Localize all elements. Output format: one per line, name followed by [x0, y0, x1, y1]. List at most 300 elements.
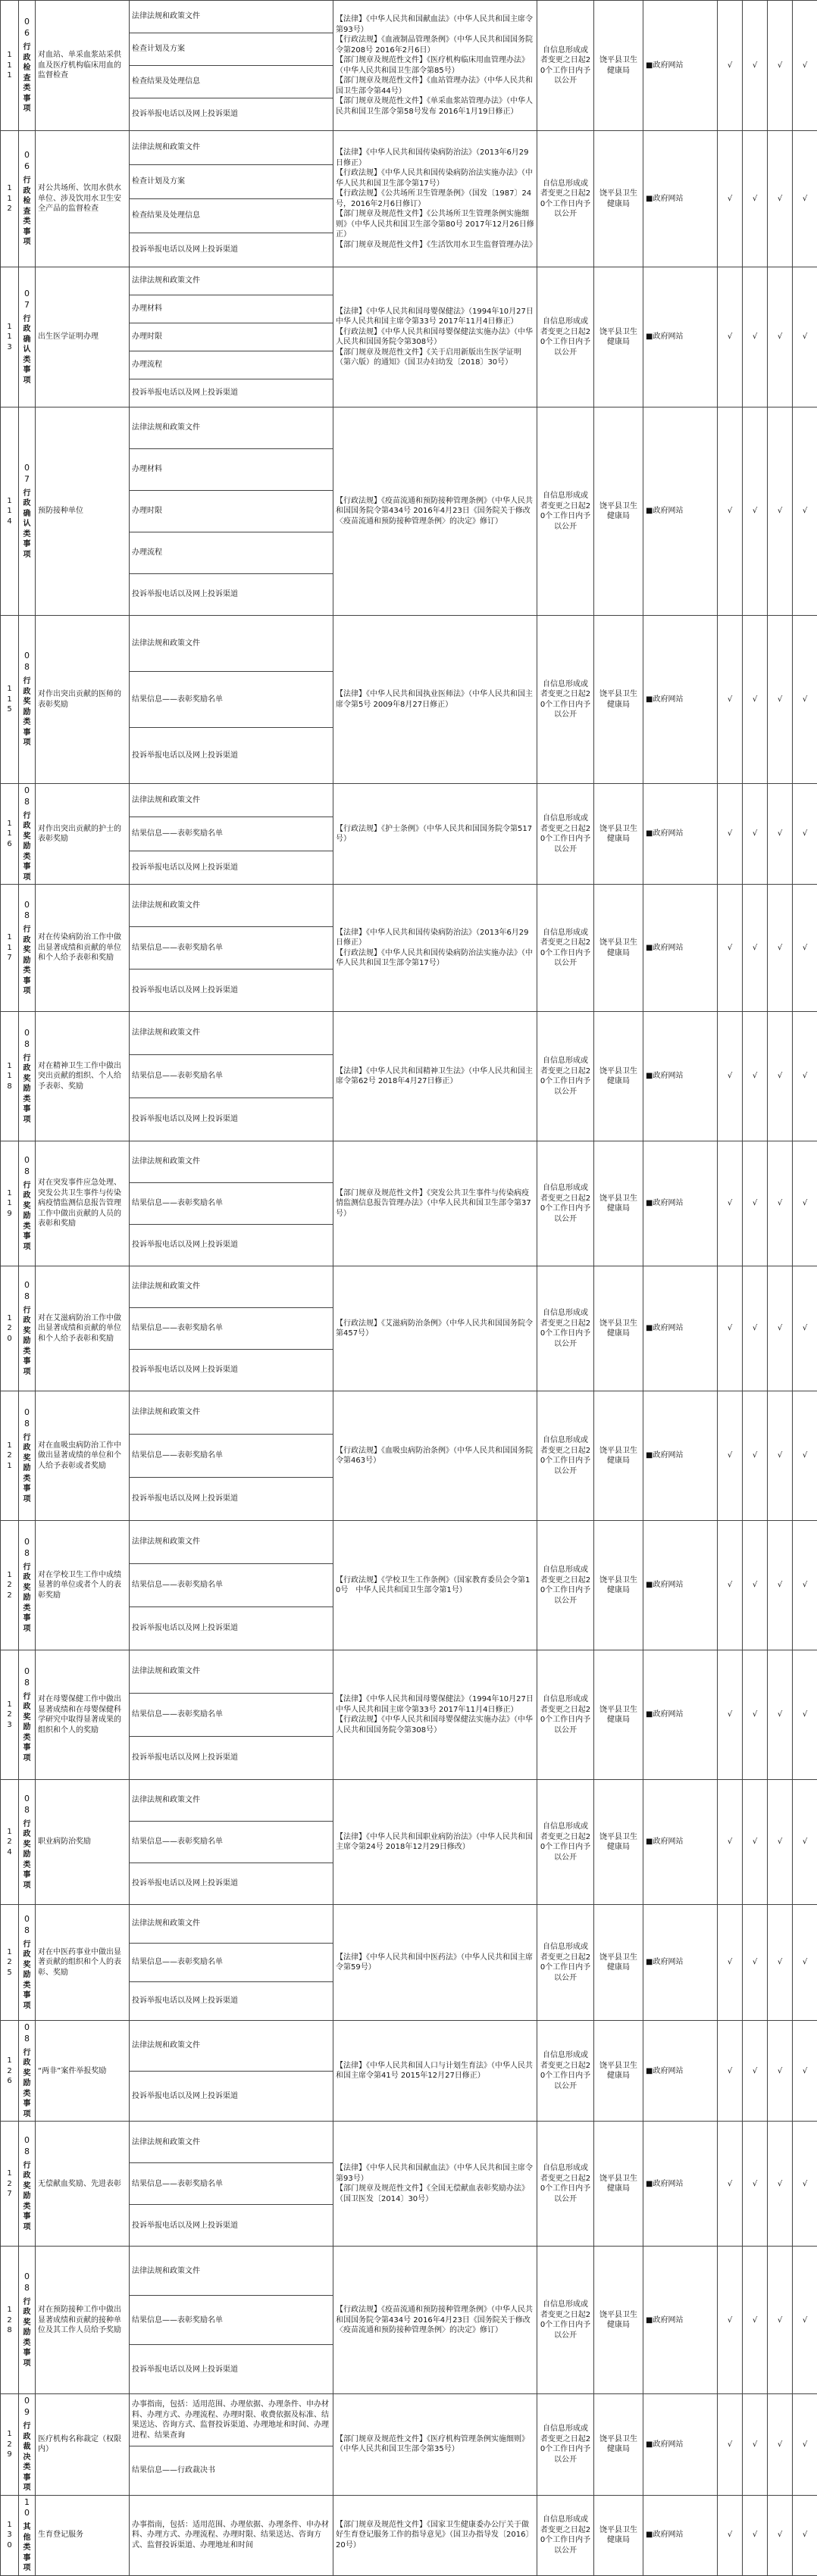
legal-basis-line: 【法律】《中华人民共和国母婴保健法》（1994年10月27日中华人民共和国主席令第33号 2017年11月4日修正） [336, 1694, 534, 1715]
category-char: 政 [21, 687, 33, 698]
category-char: 事 [21, 976, 33, 987]
legal-basis [333, 1780, 537, 1905]
row-number-digit: 1 [3, 1313, 16, 1324]
check-mark: √ [768, 2394, 793, 2495]
check-mark: √ [743, 1012, 768, 1141]
item-name: 对公共场所、饮用水供水单位、涉及饮用水卫生安全产品的监督检查 [36, 131, 130, 267]
row-number-digit: 1 [3, 2056, 16, 2066]
check-mark: √ [718, 2247, 743, 2394]
row-number [1, 407, 19, 616]
row-number-digit: 7 [3, 2189, 16, 2200]
row-number [1, 2021, 19, 2122]
legal-basis-line: 【部门规章及规范性文件】《突发公共卫生事件与传染病疫情监测信息报告管理办法》（中华人民共和国卫生部令第37号） [336, 1188, 534, 1219]
category-char: 行 [21, 489, 33, 499]
disclosure-time: 自信息形成或者变更之日起20个工作日内予以公开 [537, 1141, 594, 1266]
disclosure-channel: ■政府网站 [643, 131, 718, 267]
check-mark: √ [718, 1650, 743, 1780]
category-char: 类 [21, 1860, 33, 1871]
row-number-digit: 1 [3, 1827, 16, 1838]
category-code: 0 7 [21, 463, 33, 486]
category-char: 励 [21, 1211, 33, 1222]
category-char: 励 [21, 841, 33, 852]
row-number-digit: 2 [3, 1580, 16, 1591]
row-number-digit: 1 [3, 943, 16, 954]
row-number [1, 1391, 19, 1521]
category-char: 政 [21, 186, 33, 197]
category-cell [19, 2394, 36, 2495]
table-row [1, 1266, 817, 1308]
disclosure-channel: ■政府网站 [643, 616, 718, 784]
category-char: 行 [21, 1819, 33, 1830]
category-cell [19, 1650, 36, 1780]
row-number [1, 267, 19, 407]
category-char: 事 [21, 1870, 33, 1881]
check-mark: √ [768, 784, 793, 885]
responsible-department: 饶平县卫生健康局 [594, 2247, 643, 2394]
check-mark: √ [743, 1141, 768, 1266]
category-char: 类 [21, 2202, 33, 2212]
disclosure-time: 自信息形成或者变更之日起20个工作日内予以公开 [537, 2122, 594, 2247]
category-char: 检 [21, 196, 33, 207]
check-mark: √ [743, 131, 768, 267]
category-char: 项 [21, 2001, 33, 2012]
table-row [1, 784, 817, 817]
responsible-department: 饶平县卫生健康局 [594, 1266, 643, 1391]
category-char: 事 [21, 365, 33, 376]
category-cell [19, 1521, 36, 1650]
category-char: 政 [21, 498, 33, 509]
item-name: 对作出突出贡献的护士的表彰奖励 [36, 784, 130, 885]
category-code: 0 8 [21, 1537, 33, 1560]
responsible-department: 饶平县卫生健康局 [594, 1012, 643, 1141]
category-code: 0 8 [21, 2135, 33, 2158]
check-mark: √ [793, 784, 817, 885]
category-char: 励 [21, 956, 33, 966]
check-mark: √ [793, 1141, 817, 1266]
check-mark: √ [793, 2394, 817, 2495]
category-code: 0 8 [21, 785, 33, 808]
category-code: 0 8 [21, 1155, 33, 1178]
check-mark: √ [793, 1650, 817, 1780]
row-number-digit: 0 [3, 1334, 16, 1344]
legal-basis-line: 【部门规章及规范性文件】《国家卫生健康委办公厅关于做好生育登记服务工作的指导意见》（国卫办指导发〔2016〕20号） [336, 2520, 534, 2551]
disclosure-content: 法律法规和政策文件 [130, 2122, 333, 2163]
check-mark: √ [793, 2021, 817, 2122]
category-char: 政 [21, 53, 33, 64]
category-char: 项 [21, 1367, 33, 1378]
disclosure-content: 法律法规和政策文件 [130, 267, 333, 295]
disclosure-time: 自信息形成或者变更之日起20个工作日内予以公开 [537, 1391, 594, 1521]
category-char: 政 [21, 1063, 33, 1074]
responsible-department: 饶平县卫生健康局 [594, 1141, 643, 1266]
category-char: 励 [21, 1970, 33, 1981]
disclosure-content: 投诉举报电话以及网上投诉渠道 [130, 970, 333, 1012]
category-char: 奖 [21, 1453, 33, 1464]
row-number-digit: 1 [3, 50, 16, 61]
row-number-digit: 5 [3, 1968, 16, 1978]
category-char: 事 [21, 1484, 33, 1494]
disclosure-content: 办理材料 [130, 295, 333, 323]
disclosure-content: 办事指南，包括：适用范围、办理依据、办理条件、申办材料、办理方式、办理流程、办理时限、结果送达、咨询方式、监督投诉渠道、办理地址和时间 [130, 2495, 333, 2575]
check-mark: √ [768, 1012, 793, 1141]
row-number-digit: 1 [3, 70, 16, 81]
category-code: 0 8 [21, 1407, 33, 1430]
row-number-digit: 1 [3, 829, 16, 839]
disclosure-content: 法律法规和政策文件 [130, 1266, 333, 1308]
category-char: 项 [21, 2483, 33, 2493]
item-name: 对在精神卫生工作中做出突出贡献的组织、个人给予表彰、奖励 [36, 1012, 130, 1141]
category-code: 0 8 [21, 2272, 33, 2294]
check-mark: √ [793, 267, 817, 407]
responsible-department: 饶平县卫生健康局 [594, 885, 643, 1012]
disclosure-content: 检查计划及方案 [130, 165, 333, 199]
category-char: 事 [21, 2212, 33, 2222]
responsible-department: 饶平县卫生健康局 [594, 1, 643, 131]
check-mark: √ [743, 267, 768, 407]
row-number [1, 2247, 19, 2394]
check-mark: √ [768, 407, 793, 616]
legal-basis [333, 1141, 537, 1266]
legal-basis [333, 616, 537, 784]
legal-basis [333, 131, 537, 267]
row-number-digit: 4 [3, 1847, 16, 1858]
check-mark: √ [718, 131, 743, 267]
row-number-digit: 1 [3, 183, 16, 194]
disclosure-time: 自信息形成或者变更之日起20个工作日内予以公开 [537, 885, 594, 1012]
category-code: 0 9 [21, 2396, 33, 2418]
row-number-digit: 0 [3, 2540, 16, 2551]
category-char: 事 [21, 1613, 33, 1624]
table-row [1, 2394, 817, 2446]
category-char: 励 [21, 1593, 33, 1603]
disclosure-content: 办理材料 [130, 449, 333, 491]
table-row [1, 131, 817, 165]
item-name: 生育登记服务 [36, 2495, 130, 2575]
disclosure-content: 投诉举报电话以及网上投诉渠道 [130, 1863, 333, 1905]
row-number-digit: 1 [3, 506, 16, 517]
row-number-digit: 2 [3, 2179, 16, 2190]
disclosure-channel: ■政府网站 [643, 1521, 718, 1650]
disclosure-content: 结果信息——表彰奖励名单 [130, 1564, 333, 1607]
check-mark: √ [718, 2021, 743, 2122]
legal-basis [333, 2247, 537, 2394]
item-name: “两非”案件举报奖励 [36, 2021, 130, 2122]
category-char: 政 [21, 1443, 33, 1453]
legal-basis-line: 【行政法规】《中华人民共和国传染病防治法实施办法》（中华人民共和国卫生部令第17号） [336, 948, 534, 969]
check-mark: √ [793, 616, 817, 784]
category-char: 项 [21, 1115, 33, 1126]
category-char: 类 [21, 966, 33, 976]
legal-basis-line: 【法律】《中华人民共和国母婴保健法》（1994年10月27日中华人民共和国主席令第33号 2017年11月4日修正） [336, 307, 534, 327]
disclosure-time: 自信息形成或者变更之日起20个工作日内予以公开 [537, 1266, 594, 1391]
table-row [1, 1905, 817, 1944]
row-number-digit: 1 [3, 1071, 16, 1082]
disclosure-channel: ■政府网站 [643, 1650, 718, 1780]
row-number-digit: 8 [3, 2325, 16, 2336]
category-char: 项 [21, 1881, 33, 1891]
category-char: 政 [21, 2307, 33, 2318]
item-name: 医疗机构名称裁定（权限内） [36, 2394, 130, 2495]
category-char: 行 [21, 2048, 33, 2059]
disclosure-content: 投诉举报电话以及网上投诉渠道 [130, 1607, 333, 1650]
row-number-digit: 8 [3, 1082, 16, 1092]
category-char: 行 [21, 1054, 33, 1064]
category-cell [19, 1, 36, 131]
legal-basis-line: 【行政法规】《疫苗流通和预防接种管理条例》（中华人民共和国国务院令第434号 2016年4月23日《国务院关于修改〈疫苗流通和预防接种管理条例〉的决定》修订） [336, 496, 534, 527]
check-mark: √ [768, 2247, 793, 2394]
category-cell [19, 267, 36, 407]
category-char: 项 [21, 738, 33, 748]
category-char: 政 [21, 2432, 33, 2443]
legal-basis-line: 【行政法规】《中华人民共和国传染病防治法实施办法》（中华人民共和国卫生部令第17号） [336, 168, 534, 189]
item-name: 职业病防治奖励 [36, 1780, 130, 1905]
row-number-digit: 5 [3, 704, 16, 715]
disclosure-content: 投诉举报电话以及网上投诉渠道 [130, 851, 333, 884]
check-mark: √ [743, 2122, 768, 2247]
category-char: 项 [21, 2359, 33, 2369]
category-char: 类 [21, 83, 33, 94]
row-number-digit: 6 [3, 839, 16, 850]
category-char: 项 [21, 376, 33, 386]
row-number-digit: 2 [3, 1957, 16, 1968]
table-row [1, 2247, 817, 2296]
item-name: 对在预防接种工作中做出显著成绩和贡献的接种单位及其工作人员给予奖励 [36, 2247, 130, 2394]
disclosure-content: 结果信息——表彰奖励名单 [130, 2163, 333, 2205]
legal-basis [333, 2394, 537, 2495]
row-number-digit: 1 [3, 684, 16, 695]
row-number-digit: 3 [3, 1720, 16, 1731]
disclosure-content: 投诉举报电话以及网上投诉渠道 [130, 1225, 333, 1266]
disclosure-time: 自信息形成或者变更之日起20个工作日内予以公开 [537, 1, 594, 131]
category-char: 行 [21, 176, 33, 186]
table-row [1, 1141, 817, 1183]
category-char: 认 [21, 519, 33, 529]
disclosure-content: 投诉举报电话以及网上投诉渠道 [130, 728, 333, 784]
category-char: 励 [21, 1336, 33, 1347]
category-char: 确 [21, 335, 33, 345]
category-char: 政 [21, 1572, 33, 1583]
category-char: 行 [21, 314, 33, 325]
disclosure-channel: ■政府网站 [643, 1391, 718, 1521]
category-cell [19, 1391, 36, 1521]
category-cell [19, 1266, 36, 1391]
category-char: 决 [21, 2453, 33, 2463]
legal-basis-line: 【行政法规】《护士条例》（中华人民共和国国务院令第517号） [336, 824, 534, 845]
disclosure-content: 法律法规和政策文件 [130, 1650, 333, 1694]
category-char: 奖 [21, 1201, 33, 1212]
row-number-digit: 1 [3, 194, 16, 205]
disclosure-time: 自信息形成或者变更之日起20个工作日内予以公开 [537, 1012, 594, 1141]
check-mark: √ [768, 616, 793, 784]
category-char: 类 [21, 355, 33, 366]
row-number-digit: 1 [3, 322, 16, 333]
row-number-digit: 1 [3, 1570, 16, 1581]
category-char: 励 [21, 1722, 33, 1733]
category-code: 0 6 [21, 17, 33, 39]
category-char: 行 [21, 811, 33, 822]
category-char: 励 [21, 2078, 33, 2089]
category-char: 事 [21, 2348, 33, 2359]
category-char: 项 [21, 2109, 33, 2120]
legal-basis [333, 267, 537, 407]
check-mark: √ [768, 267, 793, 407]
responsible-department: 饶平县卫生健康局 [594, 2495, 643, 2575]
row-number-digit: 1 [3, 932, 16, 943]
check-mark: √ [793, 1266, 817, 1391]
row-number [1, 131, 19, 267]
category-char: 励 [21, 1084, 33, 1094]
disclosure-content: 投诉举报电话以及网上投诉渠道 [130, 1478, 333, 1521]
category-code: 0 6 [21, 150, 33, 173]
disclosure-content: 法律法规和政策文件 [130, 2247, 333, 2296]
check-mark: √ [793, 2122, 817, 2247]
check-mark: √ [793, 1521, 817, 1650]
category-char: 奖 [21, 2181, 33, 2192]
disclosure-content: 法律法规和政策文件 [130, 1, 333, 33]
category-char: 事 [21, 728, 33, 738]
legal-basis-line: 【法律】《中华人民共和国精神卫生法》（中华人民共和国主席令第62号 2018年4月27日修正） [336, 1066, 534, 1087]
disclosure-content: 结果信息——表彰奖励名单 [130, 1944, 333, 1982]
item-name: 对在母婴保健工作中做出显著成绩和在母婴保健科学研究中取得显著成果的组织和个人的奖励 [36, 1650, 130, 1780]
category-char: 奖 [21, 1583, 33, 1594]
disclosure-content: 投诉举报电话以及网上投诉渠道 [130, 574, 333, 616]
disclosure-content: 投诉举报电话以及网上投诉渠道 [130, 1737, 333, 1780]
disclosure-channel: ■政府网站 [643, 2122, 718, 2247]
disclosure-content: 检查结果及处理信息 [130, 66, 333, 98]
legal-basis-line: 【行政法规】《中华人民共和国母婴保健法实施办法》（中华人民共和国国务院令第308号） [336, 1715, 534, 1735]
check-mark: √ [718, 616, 743, 784]
responsible-department: 饶平县卫生健康局 [594, 1905, 643, 2021]
category-char: 事 [21, 1232, 33, 1242]
disclosure-content: 投诉举报电话以及网上投诉渠道 [130, 98, 333, 131]
disclosure-time: 自信息形成或者变更之日起20个工作日内予以公开 [537, 2247, 594, 2394]
table-row [1, 1, 817, 33]
category-char: 查 [21, 207, 33, 217]
legal-basis-line: 【法律】《中华人民共和国人口与计划生育法》（中华人民共和国主席令第41号 2015年12月27日修正） [336, 2061, 534, 2081]
category-char: 项 [21, 1494, 33, 1505]
table-row [1, 616, 817, 672]
row-number [1, 784, 19, 885]
disclosure-content: 办事指南，包括：适用范围、办理依据、办理条件、申办材料、办理方式、办理流程、办理时限、收费依据及标准、结果送达、咨询方式、监督投诉渠道、办理地址和时间、办理进程、结果查询 [130, 2394, 333, 2446]
disclosure-channel: ■政府网站 [643, 1780, 718, 1905]
check-mark: √ [793, 131, 817, 267]
legal-basis-line: 【部门规章及规范性文件】《生活饮用水卫生监督管理办法》 [336, 240, 534, 251]
check-mark: √ [718, 1141, 743, 1266]
row-number-digit: 1 [3, 1061, 16, 1072]
table-row [1, 1391, 817, 1435]
responsible-department: 饶平县卫生健康局 [594, 1650, 643, 1780]
category-char: 行 [21, 676, 33, 687]
legal-basis [333, 1012, 537, 1141]
category-char: 奖 [21, 1840, 33, 1850]
disclosure-content: 结果信息——表彰奖励名单 [130, 1822, 333, 1863]
check-mark: √ [718, 784, 743, 885]
check-mark: √ [718, 2495, 743, 2575]
category-code: 0 8 [21, 651, 33, 673]
category-char: 项 [21, 1242, 33, 1253]
legal-basis-line: 【行政法规】《公共场所卫生管理条例》（国发〔1987〕24号，2016年2月6日修订） [336, 189, 534, 209]
check-mark: √ [768, 1521, 793, 1650]
disclosure-time: 自信息形成或者变更之日起20个工作日内予以公开 [537, 2394, 594, 2495]
check-mark: √ [743, 2247, 768, 2394]
disclosure-time: 自信息形成或者变更之日起20个工作日内予以公开 [537, 1905, 594, 2021]
disclosure-content: 结果信息——表彰奖励名单 [130, 672, 333, 728]
category-char: 项 [21, 550, 33, 560]
category-code: 0 8 [21, 1914, 33, 1937]
table-row [1, 1650, 817, 1694]
category-char: 行 [21, 1692, 33, 1703]
disclosure-content: 结果信息——表彰奖励名单 [130, 1183, 333, 1225]
row-number-digit: 2 [3, 1837, 16, 1847]
disclosure-content: 结果信息——行政裁决书 [130, 2446, 333, 2495]
category-char: 政 [21, 1829, 33, 1840]
disclosure-channel: ■政府网站 [643, 1266, 718, 1391]
category-char: 政 [21, 821, 33, 832]
category-char: 项 [21, 2563, 33, 2574]
category-char: 事 [21, 1743, 33, 1753]
category-cell [19, 1141, 36, 1266]
category-char: 类 [21, 2338, 33, 2349]
row-number-digit: 4 [3, 517, 16, 527]
legal-basis-line: 【行政法规】《血吸虫病防治条例》（中华人民共和国国务院令第463号） [336, 1446, 534, 1466]
category-char: 奖 [21, 697, 33, 707]
legal-basis-line: 【法律】《中华人民共和国献血法》（中华人民共和国主席令第93号） [336, 14, 534, 35]
category-char: 类 [21, 1733, 33, 1744]
row-number-digit: 2 [3, 1450, 16, 1461]
check-mark: √ [768, 2495, 793, 2575]
check-mark: √ [743, 1905, 768, 2021]
responsible-department: 饶平县卫生健康局 [594, 267, 643, 407]
category-char: 奖 [21, 2318, 33, 2328]
disclosure-time: 自信息形成或者变更之日起20个工作日内予以公开 [537, 1521, 594, 1650]
category-char: 类 [21, 717, 33, 728]
disclosure-content: 办理流程 [130, 532, 333, 574]
row-number-digit: 1 [3, 1700, 16, 1710]
category-code: 0 8 [21, 1666, 33, 1689]
row-number [1, 1, 19, 131]
row-number [1, 1266, 19, 1391]
category-char: 事 [21, 1991, 33, 2001]
disclosure-time: 自信息形成或者变更之日起20个工作日内予以公开 [537, 616, 594, 784]
disclosure-content: 办理时限 [130, 323, 333, 351]
disclosure-content: 结果信息——表彰奖励名单 [130, 1055, 333, 1098]
row-number-digit: 1 [3, 332, 16, 342]
check-mark: √ [793, 1391, 817, 1521]
disclosure-channel: ■政府网站 [643, 1141, 718, 1266]
category-char: 行 [21, 2297, 33, 2308]
disclosure-content: 法律法规和政策文件 [130, 1905, 333, 1944]
category-char: 类 [21, 217, 33, 227]
category-char: 奖 [21, 1960, 33, 1971]
item-name: 预防接种单位 [36, 407, 130, 616]
disclosure-channel: ■政府网站 [643, 2495, 718, 2575]
disclosure-content: 投诉举报电话以及网上投诉渠道 [130, 1098, 333, 1141]
item-name: 对在突发事件应急处理、突发公共卫生事件与传染病疫情监测信息报告管理工作中做出贡献的人员的表彰和奖励 [36, 1141, 130, 1266]
category-char: 行 [21, 1563, 33, 1573]
disclosure-time: 自信息形成或者变更之日起20个工作日内予以公开 [537, 784, 594, 885]
row-number-digit: 9 [3, 1209, 16, 1219]
category-char: 事 [21, 2099, 33, 2109]
check-mark: √ [768, 1780, 793, 1905]
disclosure-content: 办理流程 [130, 351, 333, 379]
check-mark: √ [718, 1521, 743, 1650]
legal-basis-line: 【法律】《中华人民共和国中医药法》（中华人民共和国主席令第59号） [336, 1953, 534, 1973]
check-mark: √ [768, 131, 793, 267]
check-mark: √ [743, 2495, 768, 2575]
check-mark: √ [718, 2122, 743, 2247]
check-mark: √ [743, 1266, 768, 1391]
category-char: 事 [21, 2473, 33, 2484]
